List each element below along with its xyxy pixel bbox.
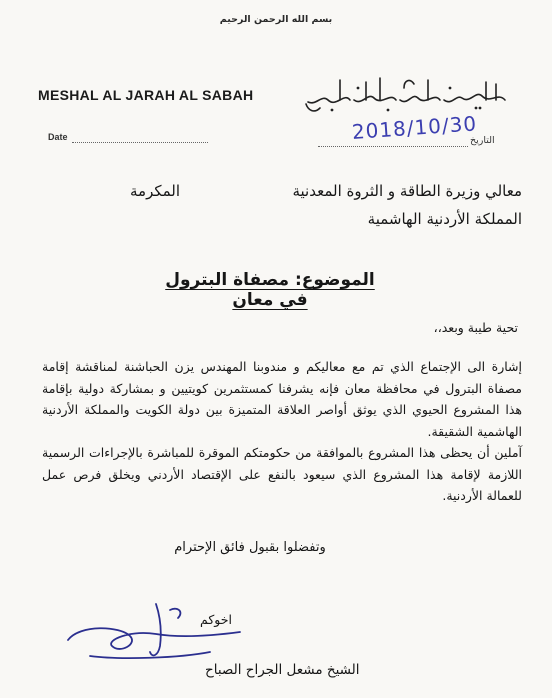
closing-line: وتفضلوا بقبول فائق الإحترام [174,540,326,555]
letterhead-name-english: MESHAL AL JARAH AL SABAH [38,87,254,103]
handwritten-date: 2018/10/30 [351,111,478,144]
recipient-honorific: المكرمة [130,182,181,200]
handwritten-signature [60,596,270,666]
subject-line: الموضوع: مصفاة البترول في معان [165,270,375,310]
signer-name: الشيخ مشعل الجراح الصباح [205,662,360,678]
date-label: Date [48,132,68,142]
body-paragraph-1: إشارة الى الإجتماع الذي تم مع معاليكم و مندوبنا المهندس يزن الحباشنة لمناقشة إقامة مصفاة البترول في محافظة معان فإنه يشرفنا كمستثمرين كويتيين و بمشاركة دولية بإقامة هذا المشروع الحيوي الذي يوثق أواصر العلاقة المتميزة بين دولة الكويت والمملكة الأردنية الهاشمية الشقيقة. [42,359,522,439]
basmala: بسم الله الرحمن الرحيم [219,14,333,25]
greeting: تحية طيبة وبعد،، [433,320,518,335]
recipient-line-1: معالي وزيرة الطاقة و الثروة المعدنية [292,182,522,200]
body-paragraph-2: آملين أن يحظى هذا المشروع بالموافقة من حكومتكم الموقرة للمباشرة بالإجراءات الرسمية اللازمة لإقامة هذا المشروع الذي سيعود بالنفع على الإقتصاد الأردني ويخلق فرص عمل للعمالة الأردنية. [42,445,522,503]
date-label-arabic: التاريخ [470,135,495,146]
recipient-line-2: المملكة الأردنية الهاشمية [367,210,522,228]
letterhead-arabic-logo [300,70,510,120]
date-line-arabic [318,146,468,147]
date-line-english [72,142,208,143]
sign-off: اخوكم [200,612,232,627]
